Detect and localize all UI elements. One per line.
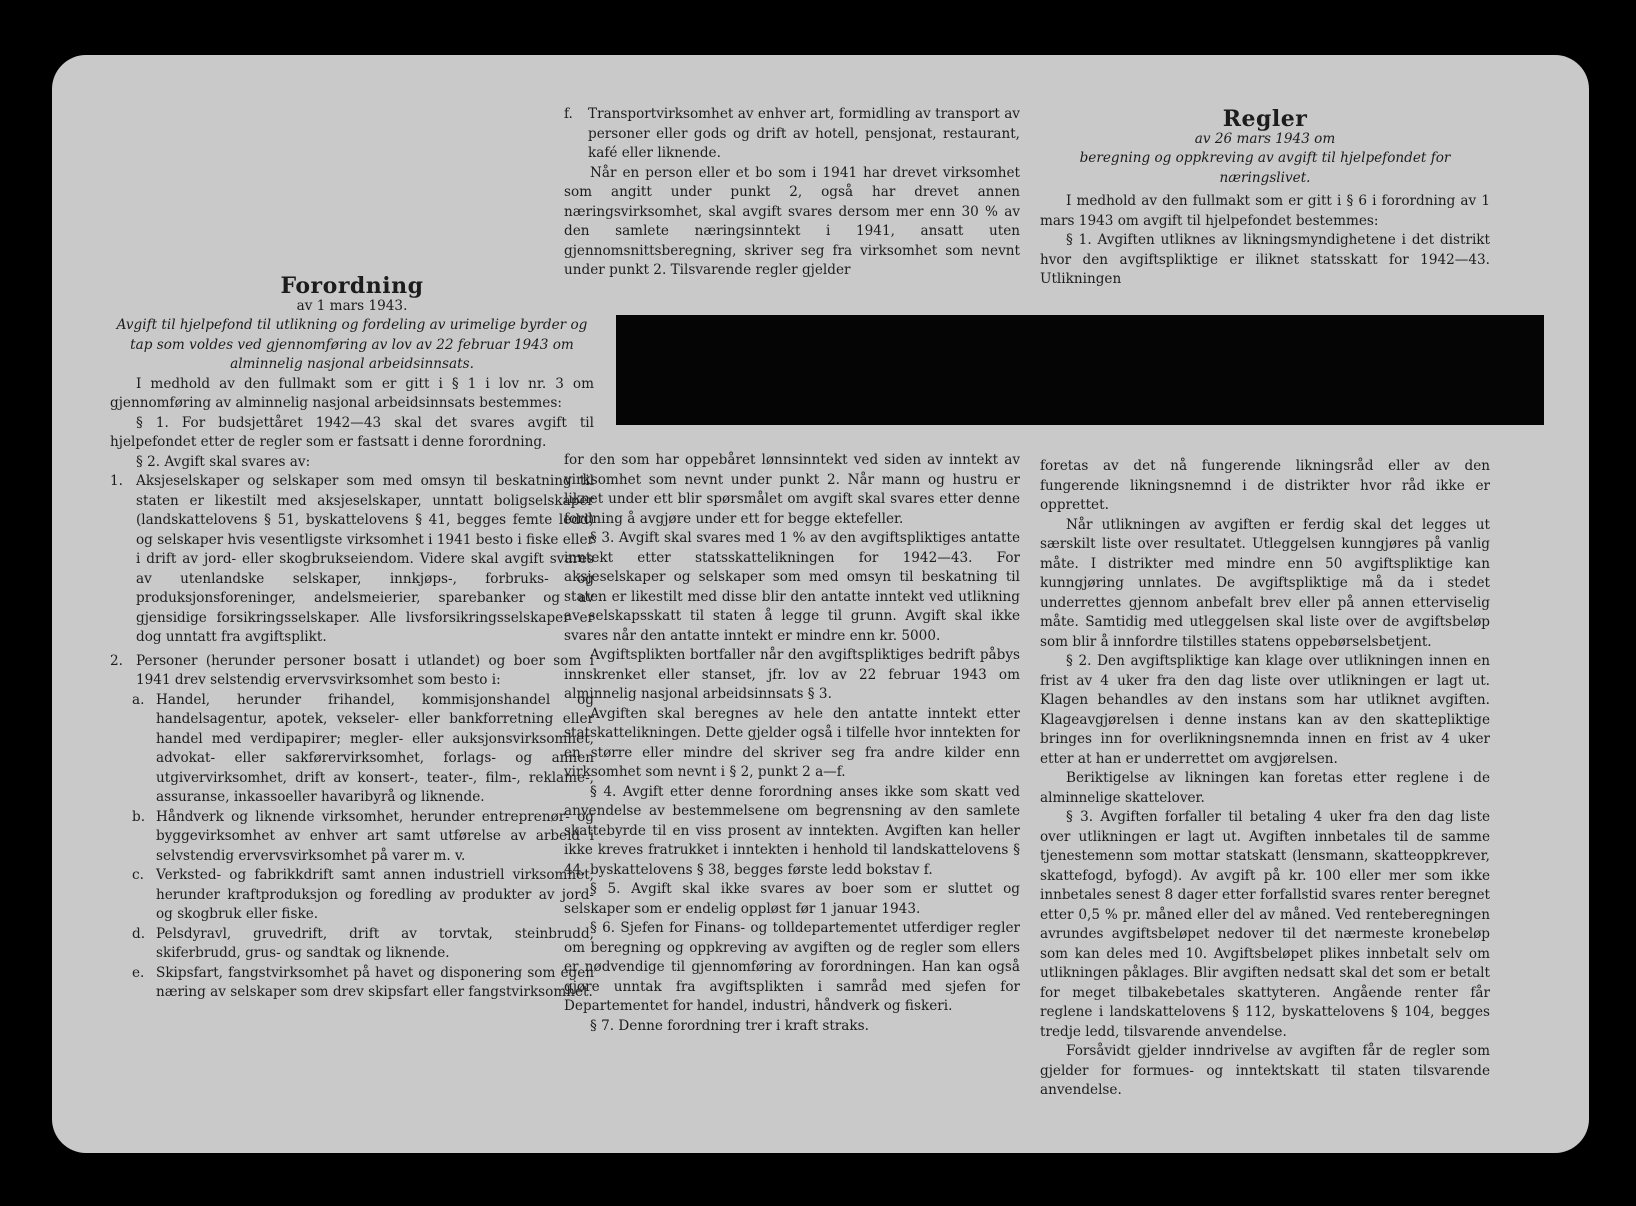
right-paragraph: Forsåvidt gjelder inndrivelse av avgiften får de regler som gjelder for formues- og inntektskatt til staten tilsvarende anvendelse. [1040,1043,1490,1098]
middle-section-7: § 7. Denne forordning trer i kraft straks. [590,1017,869,1034]
list-item [110,808,594,867]
middle-section-4: § 4. Avgift etter denne forordning anses ikke som skatt ved anvendelse av bestemmelsene om begrensning av den samlete skattebyrde til en viss prosent av inntekten. Avgiften kan heller ikke kreves fratrukket i inntekten i henhold til landskattelovens § 44, byskattelovens § 38, begges første ledd bokstav f. [564,783,1020,878]
list-item [110,866,594,925]
middle-paragraph: Avgiftsplikten bortfaller når den avgiftspliktiges bedrift påbys innskrenket eller stanset, jfr. lov av 22 februar 1943 om alminnelig nasjonal arbeidsinnsats § 3. [564,647,1020,702]
middle-paragraph: Avgiften skal beregnes av hele den antatte inntekt etter statskattelikningen. Dette gjelder også i tilfelle hvor inntekten for en større eller mindre del skriver seg fra andre kilder enn virksomhet som nevnt i § 2, punkt 2 a—f. [564,705,1020,780]
item-text: Transportvirksomhet av enhver art, formidling av transport av personer eller gods og drift av hotell, pensjonat, restaurant, kafé eller liknende. [588,106,1020,161]
list-item [110,964,594,1003]
forordning-title: Forordning [280,273,424,299]
middle-section-3: § 3. Avgift skal svares med 1 % av den avgiftspliktiges antatte inntekt etter statsskattelikningen for 1942—43. For aksjeselskaper og selskaper som med omsyn til beskatning til staten er likestilt med disse blir den antatte inntekt ved utlikning av selskapsskatt til staten å legge til grunn. Avgift skal ikke svares når den antatte inntekt er mindre enn kr. 5000. [564,530,1020,644]
regler-section-1: § 1. Avgiften utliknes av likningsmyndighetene i det distrikt hvor den avgiftspliktige er iliknet statsskatt for 1942—43. Utlikningen [1040,232,1490,287]
right-paragraph: foretas av det nå fungerende likningsråd eller av den fungerende likningsnemnd i de distrikter hvor råd ikke er opprettet. [1040,458,1490,513]
middle-bottom-column [564,451,1020,1036]
forordning-subtitle: Avgift til hjelpefond til utlikning og fordeling av urimelige byrder og tap som voldes ved gjennomføring av lov av 22 februar 1943 om alminnelig nasjonal arbeidsinnsats. [116,317,588,372]
document-sheet [52,55,1589,1153]
item-letter: c. [132,867,144,883]
forordning-section-1: § 1. For budsjettåret 1942—43 skal det svares avgift til hjelpefondet etter de regler som er fastsatt i denne forordning. [110,414,594,450]
forordning-section-2: § 2. Avgift skal svares av: [136,453,311,470]
middle-paragraph: for den som har oppebåret lønnsinntekt ved siden av inntekt av virksomhet som nevnt under punkt 2. Når mann og hustru er liknet under ett blir spørsmålet om avgift skal svares etter denne fordning å avgjøre under ett for begge ektefeller. [564,452,1020,527]
item-letter: e. [132,964,145,981]
right-section-2: § 2. Den avgiftspliktige kan klage over utlikningen innen en frist av 4 uker fra den dag liste over utlikningen er lagt ut. Klagen behandles av den instans som har utliknet avgiften. Klageavgjørelsen i denne instans kan av den skattepliktige bringes inn for overlikningsnemnda innen en frist av 4 uker etter at han er underrettet om avgjørelsen. [1040,653,1490,767]
list-item [564,105,1020,164]
item-letter: b. [132,808,146,825]
list-item [110,925,594,964]
regler-date: av 26 mars 1943 om [1194,130,1336,147]
numbered-list [110,472,594,691]
middle-section-5: § 5. Avgift skal ikke svares av boer som er sluttet og selskaper som er endelig oppløst før 1 januar 1943. [564,881,1020,917]
right-bottom-column [1040,457,1490,1101]
item-number: 2. [110,652,123,669]
right-paragraph: Når utlikningen av avgiften er ferdig skal det legges ut særskilt liste over resultatet. Utleggelsen kunngjøres på vanlig måte. I distrikter med mindre enn 50 avgiftspliktige kan kunngjøring unnlates. De avgiftspliktige må da i stedet underrettes gjennom anbefalt brev eller på annen etterviselig måte. Samtidig med utleggelsen skal liste over de avgiftsbeløp som blir å innfordre tilstilles statens oppebørselsbetjent. [1040,516,1490,650]
right-section-3: § 3. Avgiften forfaller til betaling 4 uker fra den dag liste over utlikningen er lagt ut. Avgiften innbetales til de samme tjenestemenn som mottar statskatt (lensmann, skatteoppkrever, skattefogd, byfogd). Av avgift på kr. 100 eller mer som ikke innbetales senest 8 dager etter forfallstid svares renter beregnet etter 0,5 % pr. måned eller del av måned. Ved renteberegningen avrundes avgiftsbeløpet nedover til det nærmeste kronebeløp som kan deles med 10. Avgiftsbeløpet plikes innbetalt selv om utlikningen påklages. Blir avgiften nedsatt skal det som er betalt for meget tilbakebetales skattyteren. Angående renter får reglene i landskattelovens § 112, byskattelovens § 104, begges tredje ledd, tilsvarende anvendelse. [1040,809,1490,1040]
middle-paragraph: Når en person eller et bo som i 1941 har drevet virksomhet som angitt under punkt 2, også har drevet annen næringsvirksomhet, skal avgift svares dersom mer enn 30 % av den samlete næringsinntekt i 1941, ansatt uten gjennomsnittsberegning, skriver seg fra virksomhet som nevnt under punkt 2. Tilsvarende regler gjelder [564,164,1020,278]
regler-intro: I medhold av den fullmakt som er gitt i § 6 i forordning av 1 mars 1943 om avgift til hjelpefondet bestemmes: [1040,193,1490,229]
item-letter: f. [564,106,573,122]
forordning-date: av 1 mars 1943. [296,297,408,314]
item-text: Personer (herunder personer bosatt i utlandet) og boer som i 1941 drev selstendig ervervsvirksomhet som besto i: [136,652,594,688]
item-text: Verksted- og fabrikkdrift samt annen industriell virksomhet, herunder kraftproduksjon og foredling av produkter av jord- og skogbruk eller fiske. [156,867,594,922]
item-text: Håndverk og liknende virksomhet, herunder entreprenør- og byggevirksomhet av enhver art samt utførelse av arbeid i selvstendig ervervsvirksomhet på varer m. v. [156,808,594,864]
middle-top-column [564,105,1020,281]
item-letter: a. [132,691,145,708]
middle-section-6: § 6. Sjefen for Finans- og tolldepartementet utferdiger regler om beregning og oppkreving av avgiften og de regler som ellers er nødvendige til gjennomføring av forordningen. Han kan også gjøre unntak fra avgiftsplikten i samråd med sjefen for Departementet for handel, industri, håndverk og fiskeri. [564,920,1020,1014]
item-text: Aksjeselskaper og selskaper som med omsyn til beskatning til staten er likestilt med aksjeselskaper, unntatt boligselskaper (landskattelovens § 51, byskattelovens § 41, begges femte ledd) og selskaper hvis vesentligste virksomhet i 1941 besto i fiske eller i drift av jord- eller skogbrukseiendom. Videre skal avgift svares av utenlandske selskaper, innkjøps-, forbruks- og produksjonsforeninger, andelsmeierier, sparebanker og av gjensidige forsikringsselskaper. Alle livsforsikringsselskaper er dog unntatt fra avgiftsplikt. [136,473,594,645]
item-text: Pelsdyravl, gruvedrift, drift av torvtak, steinbrudd, skiferbrudd, grus- og sandtak og liknende. [156,925,594,961]
forordning-intro: I medhold av den fullmakt som er gitt i § 1 i lov nr. 3 om gjennomføring av alminnelig nasjonal arbeidsinnsats bestemmes: [110,375,594,411]
item-text: Handel, herunder frihandel, kommisjonshandel og handelsagentur, apotek, vekseler- eller bankforretning eller handel med verdipapirer; megler- eller auksjonsvirksomhet, advokat- eller sakførervirksomhet, forlags- og annen utgivervirksomhet, drift av konsert-, teater-, film-, reklame-, assuranse, inkassoeller havaribyrå og liknende. [156,691,594,805]
lettered-list [110,691,594,1003]
list-item [110,691,594,808]
regler-subtitle: beregning og oppkreving av avgift til hjelpefondet for næringslivet. [1079,150,1451,186]
right-paragraph: Beriktigelse av likningen kan foretas etter reglene i de alminnelige skattelover. [1040,770,1490,806]
item-number: 1. [110,473,123,489]
list-item [110,652,594,691]
redaction-bar [616,315,1544,425]
right-top-column [1040,106,1490,290]
left-column [110,273,594,1003]
list-item [110,472,594,648]
item-text: Skipsfart, fangstvirksomhet på havet og disponering som egen næring av selskaper som drev skipsfart eller fangstvirksomhet. [156,964,594,1000]
item-letter: d. [132,925,146,942]
regler-title: Regler [1222,106,1308,132]
